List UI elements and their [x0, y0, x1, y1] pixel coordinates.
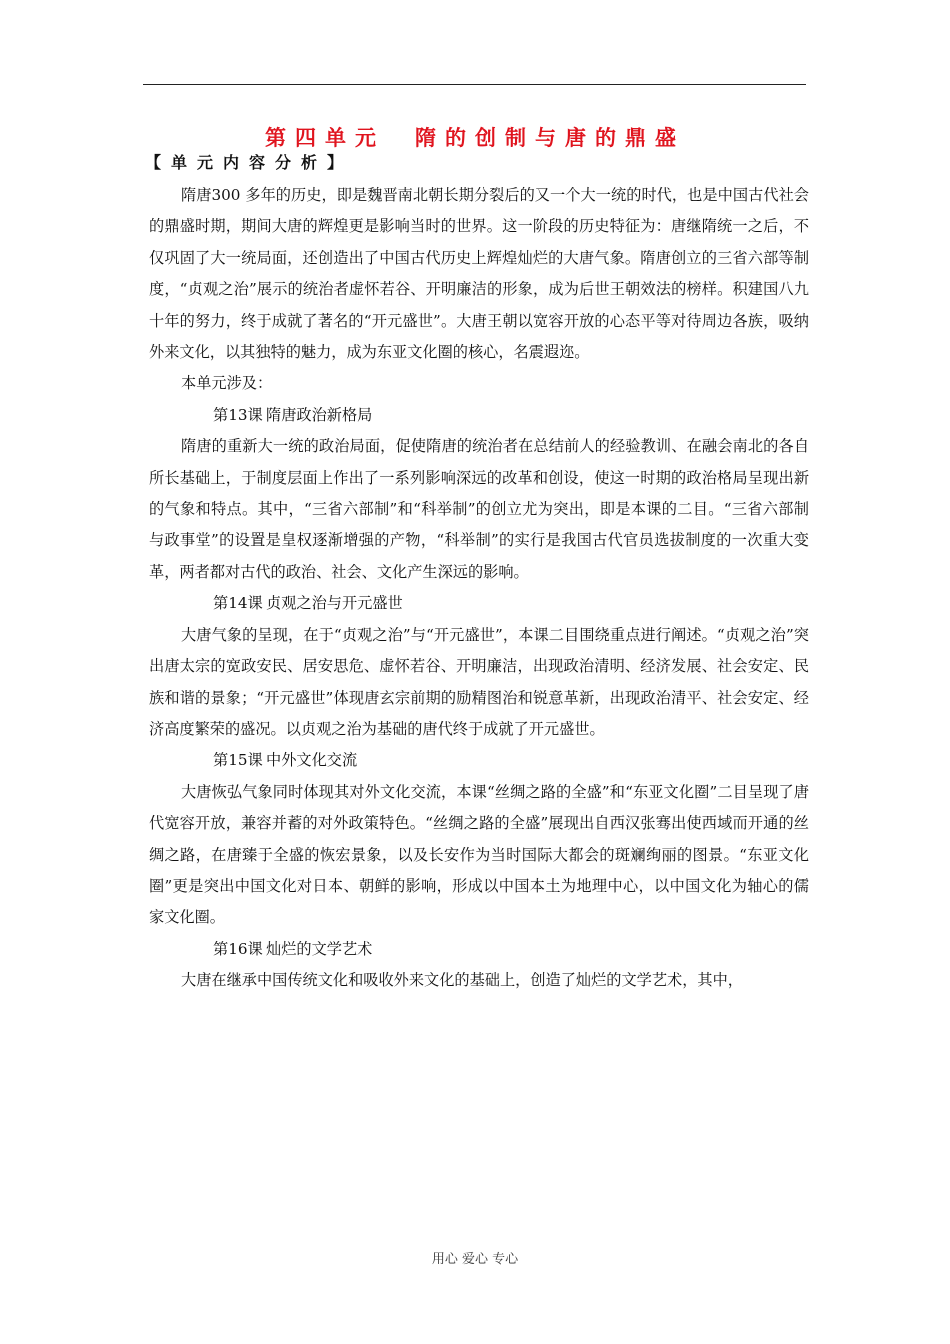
- page-footer: 用心 爱心 专心: [431, 1252, 519, 1267]
- header-rule: [143, 84, 806, 85]
- lesson-heading: [149, 934, 809, 965]
- document-body: [149, 180, 809, 997]
- lesson-paragraph: 大唐气象的呈现，在于“贞观之治”与“开元盛世”，本课二目围绕重点进行阐述。“贞观之治”突出唐太宗的宽政安民、居安思危、虚怀若谷、开明廉洁，出现政治清明、经济发展、社会安定、民族和谐的景象；“开元盛世”体现唐玄宗前期的励精图治和锐意革新，出现政治清平、社会安定、经济高度繁荣的盛况。以贞观之治为基础的唐代终于成就了开元盛世。: [149, 625, 809, 738]
- lesson-name: 隋唐政治新格局: [266, 405, 373, 424]
- lesson-name: 灿烂的文学艺术: [266, 939, 373, 958]
- lesson-paragraph: 大唐在继承中国传统文化和吸收外来文化的基础上，创造了灿烂的文学艺术，其中，: [181, 971, 743, 990]
- lesson-name: 中外文化交流: [266, 751, 358, 770]
- intro-paragraph: 隋唐300 多年的历史，即是魏晋南北朝长期分裂后的又一个大一统的时代，也是中国古代社会的鼎盛时期，期间大唐的辉煌更是影响当时的世界。这一阶段的历史特征为：唐继隋统一之后，不仅巩固了大一统局面，还创造出了中国古代历史上辉煌灿烂的大唐气象。隋唐创立的三省六部等制度，“贞观之治”展示的统治者虚怀若谷、开明廉洁的形象，成为后世王朝效法的榜样。积建国八九十年的努力，终于成就了著名的“开元盛世”。大唐王朝以宽容开放的心态平等对待周边各族，吸纳外来文化，以其独特的魅力，成为东亚文化圈的核心，名震遐迩。: [149, 186, 809, 362]
- lesson-heading: [149, 588, 809, 619]
- section-heading: 【单元内容分析】: [145, 153, 354, 172]
- lesson-heading: [149, 745, 809, 776]
- lesson-heading: [149, 400, 809, 431]
- page-title: 第四单元 隋的创制与唐的鼎盛: [265, 125, 685, 150]
- lesson-paragraph: 隋唐的重新大一统的政治局面，促使隋唐的统治者在总结前人的经验教训、在融会南北的各自所长基础上，于制度层面上作出了一系列影响深远的改革和创设，使这一时期的政治格局呈现出新的气象和特点。其中，“三省六部制”和“科举制”的创立尤为突出，即是本课的二目。“三省六部制与政事堂”的设置是皇权逐渐增强的产物，“科举制”的实行是我国古代官员选拔制度的一次重大变革，两者都对古代的政治、社会、文化产生深远的影响。: [149, 437, 809, 581]
- scope-line: 本单元涉及：: [181, 374, 273, 393]
- lesson-number: 第16课: [213, 939, 263, 958]
- lesson-paragraph: 大唐恢弘气象同时体现其对外文化交流，本课“丝绸之路的全盛”和“东亚文化圈”二目呈现了唐代宽容开放，兼容并蓄的对外政策特色。“丝绸之路的全盛”展现出自西汉张骞出使西域而开通的丝绸之路，在唐臻于全盛的恢宏景象，以及长安作为当时国际大都会的斑斓绚丽的图景。“东亚文化圈”更是突出中国文化对日本、朝鲜的影响，形成以中国本土为地理中心，以中国文化为轴心的儒家文化圈。: [149, 782, 809, 927]
- lesson-number: 第13课: [213, 405, 263, 424]
- lesson-number: 第14课: [213, 594, 263, 613]
- lesson-name: 贞观之治与开元盛世: [266, 594, 403, 613]
- lesson-number: 第15课: [213, 751, 263, 770]
